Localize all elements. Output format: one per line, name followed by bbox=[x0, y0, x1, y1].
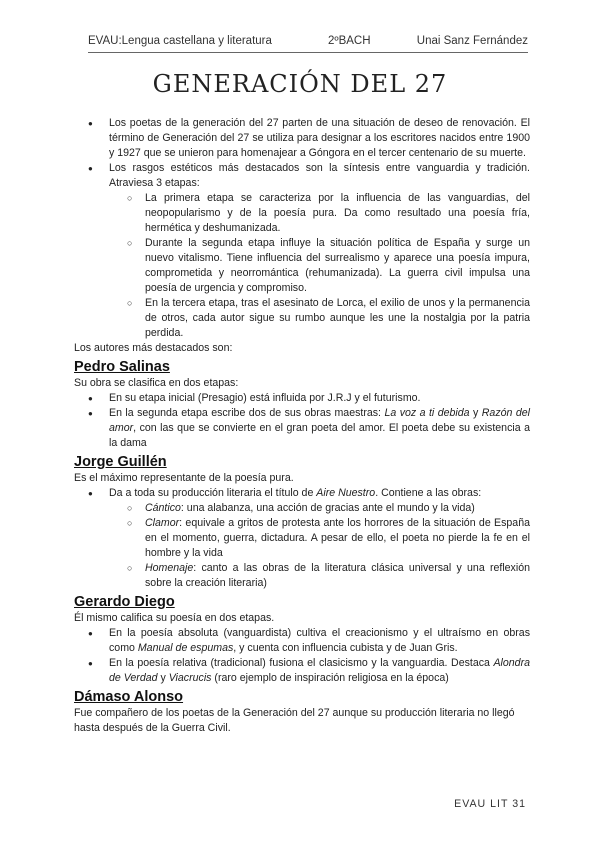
authors-intro: Los autores más destacados son: bbox=[74, 342, 233, 354]
work-title: Manual de espumas bbox=[137, 642, 234, 654]
text-span: y bbox=[469, 407, 482, 419]
page-header bbox=[88, 34, 528, 53]
text-span: . Contiene a las obras: bbox=[375, 487, 482, 499]
text-span: y bbox=[157, 672, 169, 684]
salinas-bullet-1: En su etapa inicial (Presagio) está influida por J.R.J y el futurismo. bbox=[109, 392, 421, 404]
work-title: Razón del amor bbox=[109, 407, 530, 434]
text-span: Da a toda su producción literaria el título de bbox=[109, 487, 317, 499]
work-title: La voz a ti debida bbox=[384, 407, 470, 419]
header-subject: EVAU:Lengua castellana y literatura bbox=[88, 35, 272, 47]
diego-intro: Él mismo califica su poesía en dos etapas. bbox=[74, 612, 275, 624]
list-item bbox=[74, 391, 530, 406]
guillen-list bbox=[74, 486, 530, 591]
list-item bbox=[74, 116, 530, 161]
header-course: 2ºBACH bbox=[328, 35, 371, 47]
text-span: En la segunda etapa escribe dos de sus obras maestras: bbox=[109, 407, 385, 419]
stage-3-text: En la tercera etapa, tras el asesinato de Lorca, el exilio de unos y la permanencia de otros, cada autor sigue su rumbo aunque les une la nostalgia por la patria perdida. bbox=[145, 297, 530, 339]
list-item bbox=[109, 236, 530, 296]
header-author: Unai Sanz Fernández bbox=[416, 35, 528, 47]
section-heading-alonso: Dámaso Alonso bbox=[74, 689, 184, 705]
text-span: : equivale a gritos de protesta ante los horrores de la situación de España en el momento, guerra, dictadura. A pesar de ello, el poeta no pierde la fe en el hombre y la vida bbox=[145, 517, 530, 559]
list-item bbox=[74, 406, 530, 451]
section-heading-guillen: Jorge Guillén bbox=[74, 454, 167, 470]
list-item bbox=[74, 626, 530, 656]
text-span: En la poesía absoluta (vanguardista) cultiva el creacionismo y el ultraísmo en obras como bbox=[109, 627, 530, 654]
work-title: Viacrucis bbox=[168, 672, 212, 684]
work-title: Clamor bbox=[145, 517, 180, 529]
work-title: Homenaje bbox=[145, 562, 194, 574]
stages-list bbox=[109, 191, 530, 341]
list-item bbox=[109, 296, 530, 341]
text-span: , y cuenta con influencia cubista y de Juan Gris. bbox=[233, 642, 458, 654]
page-title: GENERACIÓN DEL 27 bbox=[152, 70, 448, 98]
text-span: En la poesía relativa (tradicional) fusiona el clasicismo y la vanguardia. Destaca bbox=[109, 657, 494, 669]
salinas-intro: Su obra se clasifica en dos etapas: bbox=[74, 377, 239, 389]
work-title: Cántico bbox=[145, 502, 181, 514]
intro-list bbox=[74, 116, 530, 341]
work-title: Alondra de Verdad bbox=[109, 657, 530, 684]
list-item bbox=[109, 191, 530, 236]
list-item bbox=[109, 501, 530, 516]
salinas-list bbox=[74, 391, 530, 451]
list-item bbox=[109, 516, 530, 561]
text-span: : canto a las obras de la literatura clásica universal y una reflexión sobre la creación literaria) bbox=[145, 562, 530, 589]
page-footer: EVAU LIT 31 bbox=[454, 798, 526, 810]
section-heading-diego: Gerardo Diego bbox=[74, 594, 175, 610]
intro-bullet-1-text: Los poetas de la generación del 27 parten de una situación de deseo de renovación. El término de Generación del 27 se utiliza para designar a los escritores nacidos entre 1900 y 1927 que se unieron para homenajear a Góngora en el tercer centenario de su muerte. bbox=[109, 117, 530, 159]
list-item bbox=[74, 161, 530, 341]
diego-list bbox=[74, 626, 530, 686]
list-item bbox=[109, 561, 530, 591]
work-title: Aire Nuestro bbox=[316, 487, 376, 499]
stage-2-text: Durante la segunda etapa influye la situación política de España y surge un nuevo vitalismo. Tiene influencia del surrealismo y aparece una poesía impura, comprometida y neorromántica (rehumanizada). La guerra civil impulsa una poesía de urgencia y compromiso. bbox=[145, 237, 530, 294]
guillen-works-list bbox=[109, 501, 530, 591]
stage-1-text: La primera etapa se caracteriza por la influencia de las vanguardias, del neopopularismo y de la poesía pura. Da como resultado una poesía fría, hermética y deshumanizada. bbox=[145, 192, 530, 234]
document-body bbox=[74, 116, 530, 736]
guillen-intro: Es el máximo representante de la poesía pura. bbox=[74, 472, 294, 484]
text-span: : una alabanza, una acción de gracias ante el mundo y la vida) bbox=[180, 502, 475, 514]
alonso-text: Fue compañero de los poetas de la Generación del 27 aunque su producción literaria no llegó hasta después de la Guerra Civil. bbox=[74, 707, 515, 734]
intro-bullet-2-text: Los rasgos estéticos más destacados son la síntesis entre vanguardia y tradición. Atraviesa 3 etapas: bbox=[109, 162, 530, 189]
section-heading-salinas: Pedro Salinas bbox=[74, 359, 170, 375]
text-span: , con las que se convierte en el gran poeta del amor. El poeta debe su existencia a la dama bbox=[109, 422, 530, 449]
text-span: (raro ejemplo de inspiración religiosa en la época) bbox=[211, 672, 449, 684]
list-item bbox=[74, 656, 530, 686]
list-item bbox=[74, 486, 530, 591]
